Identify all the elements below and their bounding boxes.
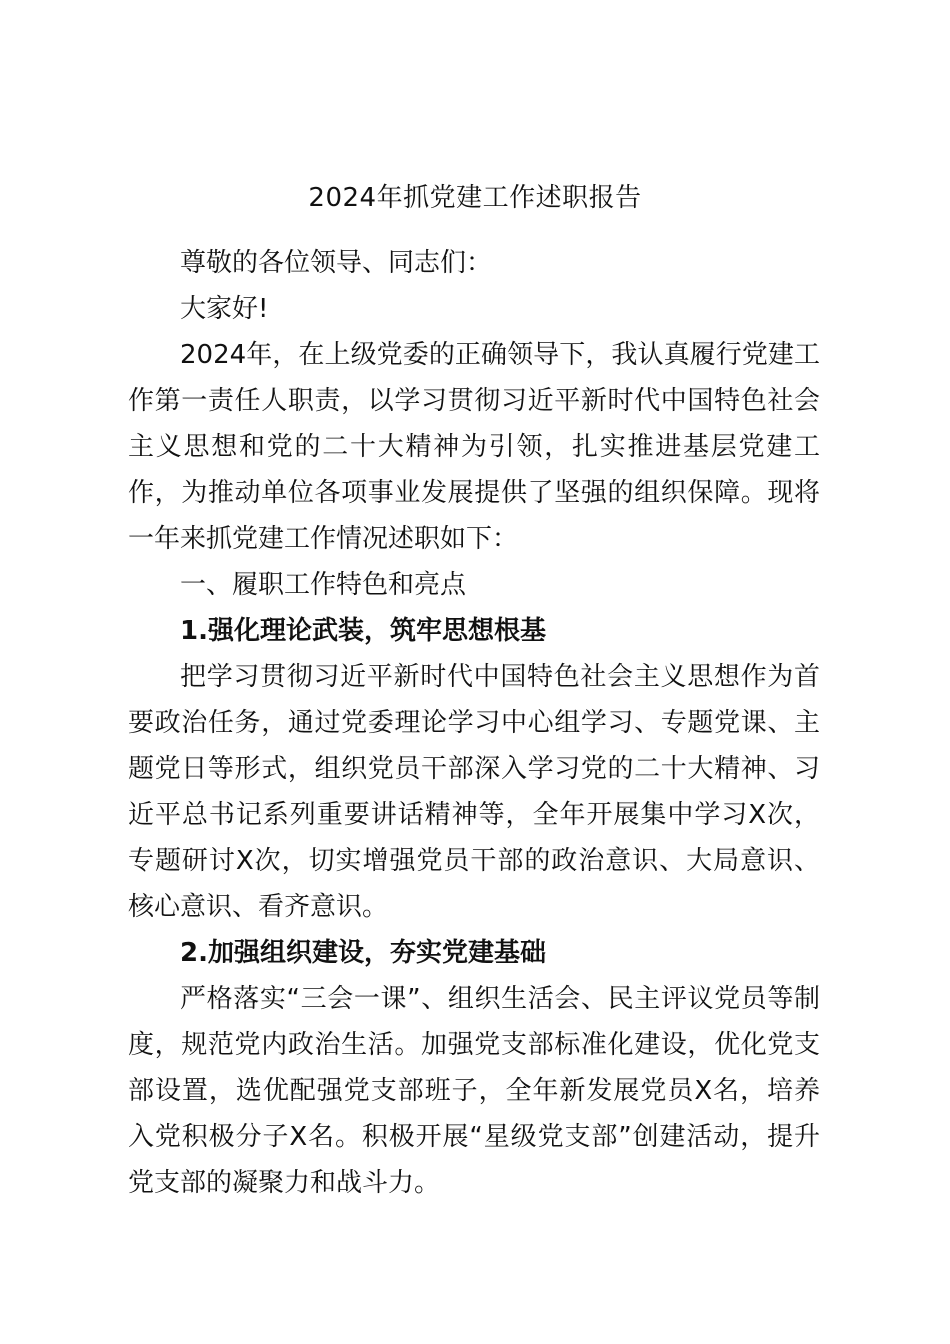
greeting-paragraph: 尊敬的各位领导、同志们： (180, 248, 493, 278)
salutation-paragraph: 大家好! (180, 294, 269, 324)
body-paragraph: 把学习贯彻习近平新时代中国特色社会主义思想作为首要政治任务，通过党委理论学习中心组学习、专题党课、主题党日等形式，组织党员干部深入学习党的二十大精神、习近平总书记系列重要讲话精神等，全年开展集中学习X次，专题研讨X次，切实增强党员干部的政治意识、大局意识、核心意识、看齐意识。 (128, 662, 820, 922)
document-title: 2024年抓党建工作述职报告 (308, 183, 642, 213)
intro-paragraph: 2024年，在上级党委的正确领导下，我认真履行党建工作第一责任人职责，以学习贯彻习近平新时代中国特色社会主义思想和党的二十大精神为引领，扎实推进基层党建工作，为推动单位各项事业发展提供了坚强的组织保障。现将一年来抓党建工作情况述职如下： (128, 340, 820, 554)
body-paragraph: 严格落实“三会一课”、组织生活会、民主评议党员等制度，规范党内政治生活。加强党支部标准化建设，优化党支部设置，选优配强党支部班子，全年新发展党员X名，培养入党积极分子X名。积极开展“星级党支部”创建活动，提升党支部的凝聚力和战斗力。 (128, 984, 820, 1198)
subsection-heading: 1.强化理论武装，筑牢思想根基 (180, 616, 546, 646)
section-heading: 一、履职工作特色和亮点 (180, 570, 467, 600)
subsection-heading: 2.加强组织建设，夯实党建基础 (180, 938, 546, 968)
document-body (128, 240, 820, 1206)
